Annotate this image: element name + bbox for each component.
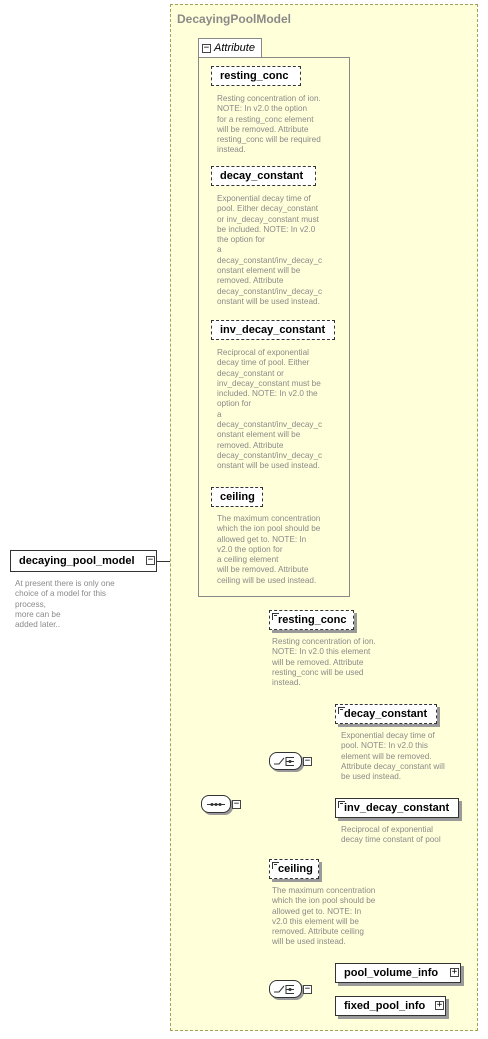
element-name: pool_volume_info [344, 967, 439, 979]
element-name: fixed_pool_info [344, 1000, 426, 1012]
element-doc: Exponential decay time of pool. NOTE: In v2.0 this element will be removed. Attribute decay_constant will be used instead. [341, 731, 445, 782]
collapse-icon[interactable]: − [304, 984, 311, 994]
expand-icon[interactable]: + [451, 967, 458, 977]
choice-icon [269, 752, 302, 770]
element-marker-icon [338, 707, 345, 714]
sequence-compositor[interactable] [201, 795, 231, 813]
element-pool-volume-info[interactable] [335, 963, 461, 983]
sequence-icon [201, 795, 231, 813]
element-doc: Reciprocal of exponential decay time constant of pool [341, 825, 441, 845]
collapse-icon[interactable]: − [304, 756, 311, 766]
element-name: inv_decay_constant [344, 802, 450, 814]
element-decay-constant[interactable] [335, 704, 437, 724]
attribute-name: inv_decay_constant [220, 324, 326, 336]
collapse-icon[interactable]: − [233, 799, 240, 809]
attribute-name: decay_constant [220, 170, 304, 182]
element-doc: The maximum concentration which the ion pool should be allowed get to. NOTE: In v2.0 this element will be removed. Attribute ceiling will be used instead. [272, 886, 376, 947]
attribute-doc: Resting concentration of ion. NOTE: In v2.0 the option for a resting_conc element will be removed. Attribute resting_conc will be required instead. [217, 94, 321, 155]
choice-compositor[interactable] [269, 980, 302, 998]
element-ceiling[interactable] [269, 859, 319, 879]
element-name: decaying_pool_model [19, 555, 135, 567]
root-element[interactable] [10, 550, 157, 572]
element-marker-icon [272, 613, 279, 620]
attribute-inv-decay-constant[interactable] [211, 320, 335, 340]
attribute-decay-constant[interactable] [211, 166, 316, 186]
collapse-icon[interactable]: − [147, 555, 154, 565]
element-resting-conc[interactable] [269, 610, 354, 630]
attribute-doc: Exponential decay time of pool. Either decay_constant or inv_decay_constant must be included. NOTE: In v2.0 the option for a decay_constant/inv_decay_c onstant element will be removed. Attribute decay_constant/inv_decay_c onstant will be used instead. [217, 194, 323, 306]
attribute-name: ceiling [220, 491, 255, 503]
attribute-doc: Reciprocal of exponential decay time of pool. Either decay_constant or inv_decay_constant must be included. NOTE: In v2.0 the option for a decay_constant/inv_decay_c onstant element will be removed. Attribute decay_constant/inv_decay_c onstant will be used instead. [217, 348, 323, 471]
root-doc: At present there is only one choice of a model for this process, more can be added later.. [15, 579, 115, 630]
element-marker-icon [272, 862, 279, 869]
attribute-doc: The maximum concentration which the ion pool should be allowed get to. NOTE: In v2.0 the option for a ceiling element will be removed. Attribute ceiling will be used instead. [217, 514, 321, 585]
expand-icon[interactable]: + [436, 1000, 443, 1010]
element-name: ceiling [278, 863, 313, 875]
element-inv-decay-constant[interactable] [335, 798, 459, 818]
element-doc: Resting concentration of ion. NOTE: In v2.0 this element will be removed. Attribute resting_conc will be used instead. [272, 637, 376, 688]
attribute-name: resting_conc [220, 70, 289, 82]
element-marker-icon [338, 801, 345, 808]
collapse-icon[interactable]: − [203, 42, 210, 53]
attribute-group-label: Attribute [214, 42, 255, 54]
attribute-group-tab[interactable] [198, 38, 262, 57]
element-name: resting_conc [278, 614, 347, 626]
attribute-resting-conc[interactable] [211, 66, 301, 86]
choice-icon [269, 980, 302, 998]
choice-compositor[interactable] [269, 752, 302, 770]
element-name: decay_constant [344, 708, 428, 720]
attribute-ceiling[interactable] [211, 487, 263, 507]
type-title: DecayingPoolModel [177, 12, 292, 26]
element-fixed-pool-info[interactable] [335, 996, 446, 1016]
